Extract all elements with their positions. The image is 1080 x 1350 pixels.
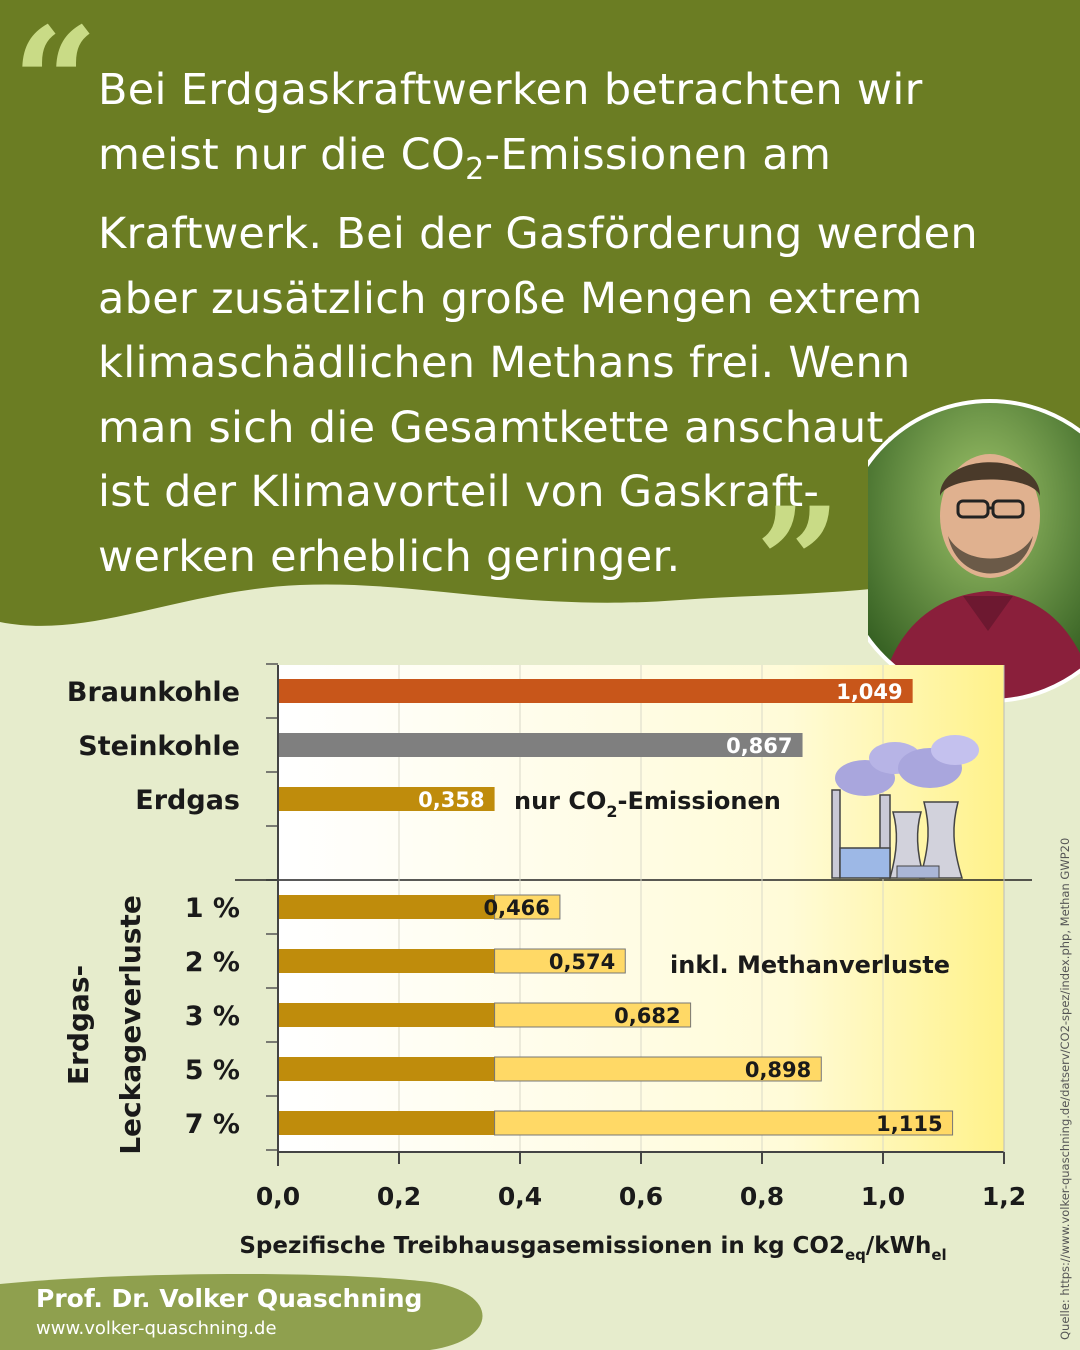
quote-line: aber zusätzlich große Mengen extrem bbox=[98, 273, 923, 324]
category-label: 2 % bbox=[184, 947, 240, 978]
quote-line: Bei Erdgaskraftwerken betrachten wir bbox=[98, 65, 923, 115]
x-tick-label: 0,4 bbox=[497, 1182, 543, 1211]
quote-line-part: -Emissionen am bbox=[484, 129, 832, 180]
x-tick-label: 0,0 bbox=[255, 1182, 301, 1211]
bar-erdgas-base bbox=[278, 1111, 495, 1135]
bar-erdgas-base bbox=[278, 1057, 495, 1081]
x-tick-label: 1,2 bbox=[981, 1182, 1027, 1211]
bar-steinkohle bbox=[278, 733, 803, 757]
x-tick-label: 0,8 bbox=[739, 1182, 785, 1211]
annotation-co2-only: nur $CO_2$-Emissionen bbox=[514, 787, 781, 821]
x-axis-title: Spezifische Treibhausgasemissionen in kg $CO2_{eq}/kWh_{el}$ bbox=[239, 1233, 947, 1264]
x-tick-label: 1,0 bbox=[860, 1182, 906, 1211]
quote-line bbox=[98, 123, 1038, 203]
category-label: Steinkohle bbox=[78, 731, 240, 762]
open-quote-icon: “ bbox=[12, 0, 99, 171]
annotation-methane: inkl. Methanverluste bbox=[670, 951, 951, 979]
x-tick-label: 0,6 bbox=[618, 1182, 664, 1211]
co2-subscript: 2 bbox=[465, 151, 485, 187]
close-quote-icon: ” bbox=[755, 475, 842, 651]
value-label: 0,867 bbox=[726, 734, 793, 758]
quote-line-part: meist nur die CO bbox=[98, 129, 466, 180]
value-label: 0,574 bbox=[548, 950, 616, 974]
category-label: 7 % bbox=[184, 1109, 240, 1140]
quote-line: Kraftwerk. Bei der Gasförderung werden bbox=[98, 209, 978, 259]
category-label: 5 % bbox=[184, 1055, 240, 1086]
value-label: 0,466 bbox=[483, 896, 550, 920]
value-label: 0,898 bbox=[744, 1058, 812, 1082]
category-label: Braunkohle bbox=[66, 677, 240, 708]
bar-erdgas-base bbox=[278, 949, 495, 973]
value-label: 1,049 bbox=[836, 680, 903, 704]
bar-erdgas-base bbox=[278, 895, 495, 919]
value-label: 0,358 bbox=[418, 788, 485, 812]
category-label: 3 % bbox=[184, 1001, 240, 1032]
group-label-leakage: Erdgas- Leckageverluste bbox=[62, 895, 147, 1155]
value-label: 0,682 bbox=[614, 1004, 681, 1028]
category-label: 1 % bbox=[184, 893, 240, 924]
emissions-chart bbox=[0, 640, 1080, 1280]
author-url: www.volker-quaschning.de bbox=[36, 1318, 277, 1339]
category-label: Erdgas bbox=[135, 785, 240, 816]
bar-braunkohle bbox=[278, 679, 913, 703]
quote-line: werken erheblich geringer. bbox=[98, 531, 681, 582]
quote-line: klimaschädlichen Methans frei. Wenn bbox=[98, 338, 911, 388]
source-note: Quelle: https://www.volker-quaschning.de/datserv/CO2-spez/index.php, Methan GWP20 bbox=[1058, 837, 1072, 1340]
value-label: 1,115 bbox=[876, 1112, 943, 1136]
author-name: Prof. Dr. Volker Quaschning bbox=[36, 1284, 423, 1313]
x-tick-label: 0,2 bbox=[376, 1182, 422, 1211]
quote-line: man sich die Gesamtkette anschaut, bbox=[98, 402, 898, 453]
bar-erdgas-base bbox=[278, 1003, 495, 1027]
quote-line: ist der Klimavorteil von Gaskraft- bbox=[98, 467, 820, 517]
